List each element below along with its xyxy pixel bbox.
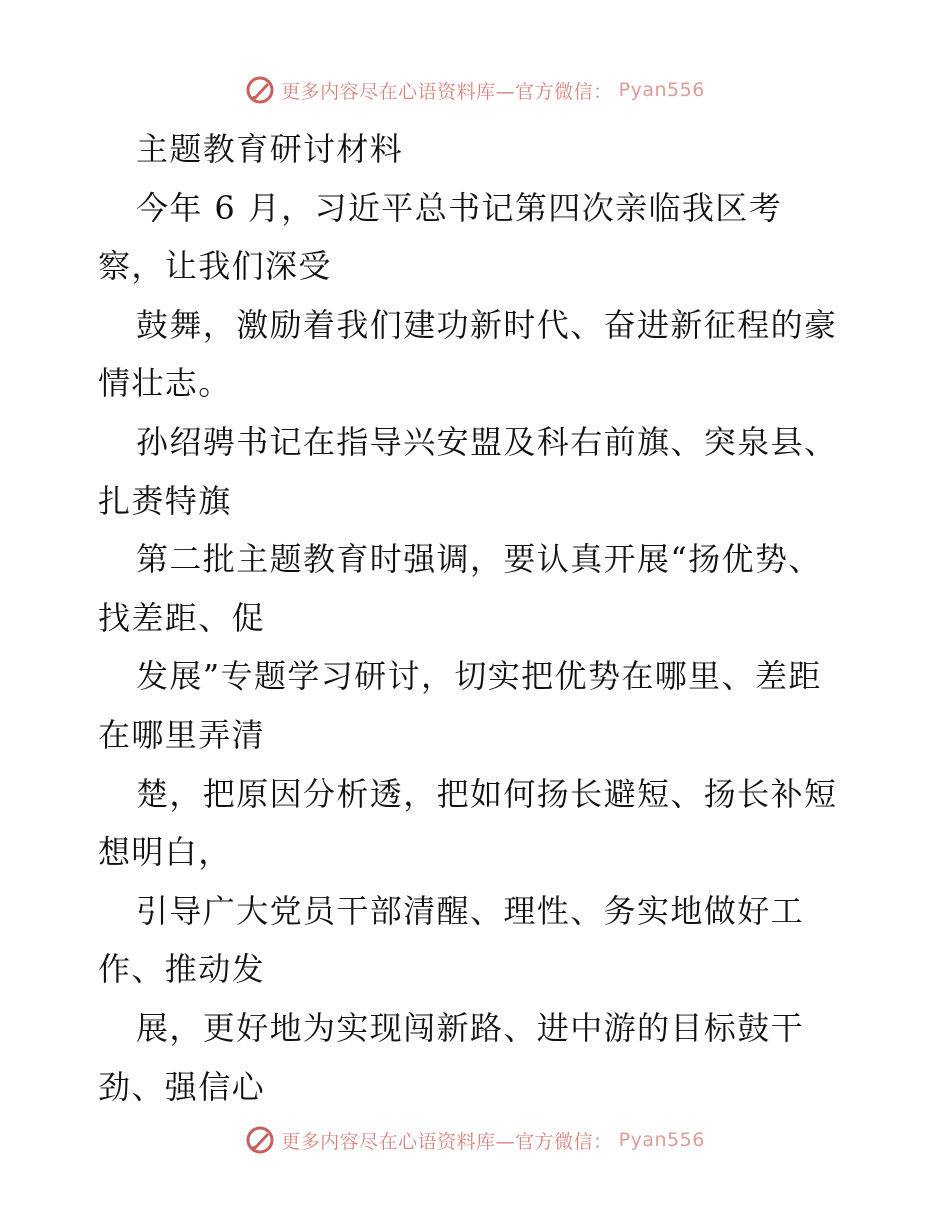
quill-seal-icon [245,1125,275,1155]
text-line: 情壮志。 [98,364,232,403]
watermark-wechat-id: Pyan556 [618,1129,705,1151]
text-line: 孙绍骋书记在指导兴安盟及科右前旗、突泉县、 [136,422,838,461]
text-line: 引导广大党员干部清醒、理性、务实地做好工 [136,891,805,930]
text-line: 今年 6 月，习近平总书记第四次亲临我区考 [136,188,783,227]
text-line: 主题教育研讨材料 [136,130,404,168]
watermark-header [0,70,950,110]
text-line: 在哪里弄清 [98,715,266,754]
quill-seal-icon [245,75,275,105]
text-line: 想明白， [98,833,232,872]
watermark-text: 更多内容尽在心语资料库—官方微信： [281,80,613,103]
text-line: 找差距、促 [98,598,266,637]
text-line: 扎赉特旗 [98,481,232,520]
document-body [98,120,868,1116]
text-line: 发展”专题学习研讨，切实把优势在哪里、差距 [136,657,822,696]
text-line: 鼓舞，激励着我们建功新时代、奋进新征程的豪 [136,305,838,344]
watermark-text: 更多内容尽在心语资料库—官方微信： [281,1130,613,1153]
text-line: 展，更好地为实现闯新路、进中游的目标鼓干 [136,1008,805,1047]
watermark-footer [0,1120,950,1160]
text-line: 作、推动发 [98,950,266,989]
text-line: 楚，把原因分析透，把如何扬长避短、扬长补短 [136,774,838,813]
text-line: 劲、强信心 [98,1067,266,1106]
watermark-wechat-id: Pyan556 [618,79,705,101]
text-line: 第二批主题教育时强调，要认真开展“扬优势、 [136,540,822,579]
text-line: 察，让我们深受 [98,247,332,286]
